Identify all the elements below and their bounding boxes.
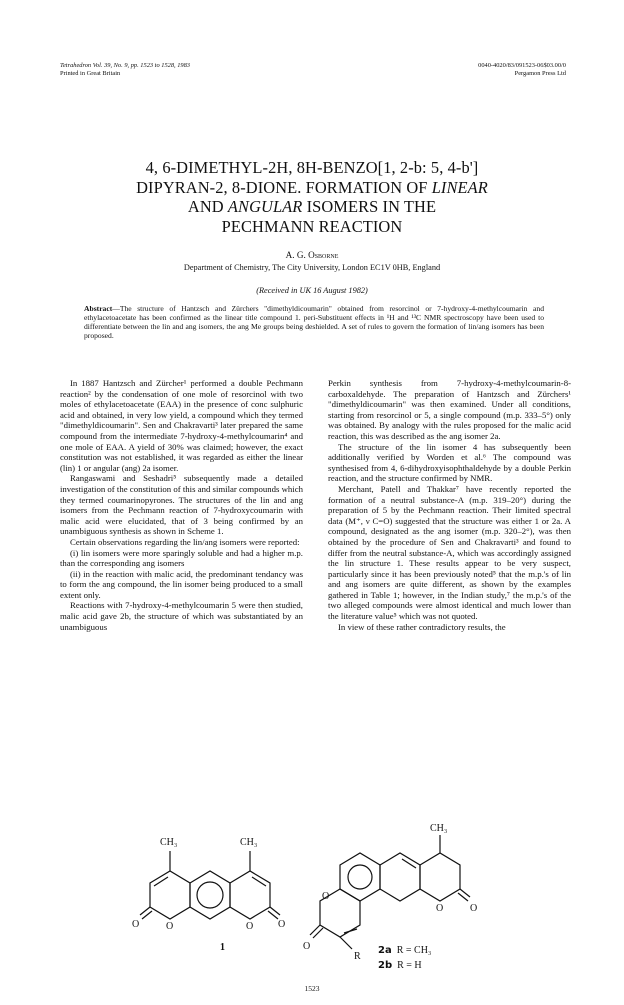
paragraph: The structure of the lin isomer 4 has subsequently been additionally verified by Worden et al.⁶ The compound was synthesised from 4, 6-dihydroxyisophthaldehyde by a double Perkin reaction, and the structure confirmed by NMR.: [328, 441, 571, 484]
ring-oxygen-label: O: [436, 903, 444, 914]
methyl-label: CH₃: [430, 823, 448, 834]
paragraph: (i) lin isomers were more sparingly soluble and had a higher m.p. than the corresponding ang isomers: [60, 547, 303, 569]
title-emphasis: ANGULAR: [227, 197, 303, 216]
title-emphasis: LINEAR: [431, 177, 488, 197]
journal-citation: [60, 62, 190, 78]
received-date: (Received in UK 16 August 1982): [256, 286, 368, 295]
title-text: ISOMERS IN THE: [302, 197, 437, 216]
title-text: DIPYRAN-2, 8-DIONE. FORMATION OF: [136, 177, 432, 197]
paper-title: [40, 158, 584, 236]
carbonyl-oxygen-label: O: [470, 903, 478, 914]
body-column-left: [60, 378, 303, 632]
printed-in-line: Printed in Great Britain: [60, 70, 121, 77]
title-line-4: PECHMANN REACTION: [221, 216, 403, 236]
compound-substituent: R = H: [397, 960, 422, 971]
title-line-1: 4, 6-DIMETHYL-2H, 8H-BENZO[1, 2-b: 5, 4-b']: [145, 158, 479, 177]
paragraph: Perkin synthesis from 7-hydroxy-4-methylcoumarin-8-carboxaldehyde. The preparation of Hantzsch and Zürchers¹ "dimethyldicoumarin" was then examined. Under all conditions, starting from resorcinol or 5, a single compound (m.p. 333–5°) only was obtained. By analogy with the rules proposed for the malic acid reaction, this was described as the ang isomer 2a.: [328, 378, 571, 441]
title-text: AND: [187, 197, 228, 216]
citation-line: Tetrahedron Vol. 39, No. 9, pp. 1523 to 1528, 1983: [60, 62, 191, 69]
affiliation: Department of Chemistry, The City University, London EC1V 0HB, England: [183, 263, 441, 272]
paragraph: In view of these rather contradictory results, the: [338, 621, 506, 632]
paragraph: Reactions with 7-hydroxy-4-methylcoumarin 5 were then studied, malic acid gave 2b, the structure of which was substantiated by an unambiguous: [60, 600, 303, 632]
compound-1-structure: [140, 851, 280, 919]
compound-2a-label: [378, 945, 431, 956]
paragraph: Merchant, Patell and Thakkar⁷ have recently reported the formation of a neutral substance-A (m.p. 319–20°) during the preparation of 5 by the Pechmann reaction. Their limited spectral data (M⁺, ν C=O) suggested that the structure was either 1 or 2a. A compound, designated as the ang isomer (m.p. 320–2°), was then obtained by the procedure of Sen and Chakravarti³ and found to differ from the neutral substance-A, which was accordingly assigned the lin structure 1. These results appear to be very suspect, particularly since it has been previously noted⁵ that the m.p.'s of lin and ang isomers are quite different, as shown by the examples gathered in Table 1; however, in the Indian study,⁷ the m.p.'s of the two alleged compounds were almost identical and much lower than the literature value⁵ which was not quoted.: [328, 483, 571, 622]
methyl-label: CH₃: [160, 837, 178, 848]
substituent-r-label: R: [354, 951, 361, 962]
author-initials: A. G.: [285, 250, 309, 260]
compound-1-label: 1: [220, 942, 225, 953]
compound-number: 2a: [378, 945, 392, 956]
methyl-label: CH₃: [240, 837, 258, 848]
paragraph: Certain observations regarding the lin/ang isomers were reported:: [70, 536, 300, 547]
title-line-2: [40, 178, 584, 198]
abstract-label: Abstract: [84, 304, 113, 313]
author-name: [0, 250, 624, 260]
author-surname: Osborne: [308, 250, 339, 260]
paragraph: (ii) in the reaction with malic acid, the predominant tendancy was to form the ang compound, the lin isomer being produced to a small extent only.: [60, 568, 303, 600]
carbonyl-oxygen-label: O: [132, 919, 140, 930]
body-column-right: [328, 378, 571, 632]
publisher-line: Pergamon Press Ltd: [514, 70, 566, 77]
compound-2b-label: [378, 960, 422, 971]
carbonyl-oxygen-label: O: [278, 919, 286, 930]
paragraph: Rangaswami and Seshadri⁵ subsequently made a detailed investigation of the constitution of this and similar compounds which they termed coumarinopyrones. The structures of the lin and ang isomers from the Pechmann reaction of 7-hydroxycoumarin with malic acid were elucidated, that of 3 being confirmed by an unambiguous synthesis as shown in Scheme 1.: [60, 473, 303, 537]
ring-oxygen-label: O: [246, 921, 254, 932]
title-line-3: [40, 197, 584, 217]
compound-substituent: R = CH₃: [396, 945, 432, 956]
compound-number: 2b: [378, 960, 393, 971]
price-code-line: 0040-4020/83/091523-06$03.00/0: [478, 62, 566, 69]
structure-figure: [132, 823, 560, 975]
abstract-text: —The structure of Hantzsch and Zürchers "dimethyldicoumarin" obtained from resorcinol or 7-hydroxy-4-methylcoumarin and ethylacetoacetate has been confirmed as the linear title compound 1. peri-Substituent effects in ¹H and ¹³C NMR spectroscopy have been used to differentiate between the lin and ang isomers, the ang Me groups being deshielded. A set of rules to govern the formation of lin/ang isomers has been proposed.: [84, 304, 544, 341]
carbonyl-oxygen-label: O: [303, 941, 311, 952]
publisher-code: [478, 62, 566, 78]
page-number: 1523: [304, 984, 320, 993]
ring-oxygen-label: O: [166, 921, 174, 932]
compound-2-structure: [310, 835, 470, 949]
ring-oxygen-label: O: [322, 891, 330, 902]
paragraph: In 1887 Hantzsch and Zürcher¹ performed a double Pechmann reaction² by the condensation of one mole of resorcinol with two moles of ethylacetoacetate (EAA) in the presence of conc sulphuric acid and obtained, in very low yield, a compound which they termed "dimethyldicoumarin". Sen and Chakravarti³ later prepared the same compound from the intermediate 7-hydroxy-4-methylcoumarin⁴ and one mole of EAA. A yield of 30% was claimed; however, the exact constitution was not established, it was regarded as either the linear (lin) 1 or angular (ang) 2a isomer.: [60, 378, 303, 473]
abstract: [84, 304, 544, 340]
